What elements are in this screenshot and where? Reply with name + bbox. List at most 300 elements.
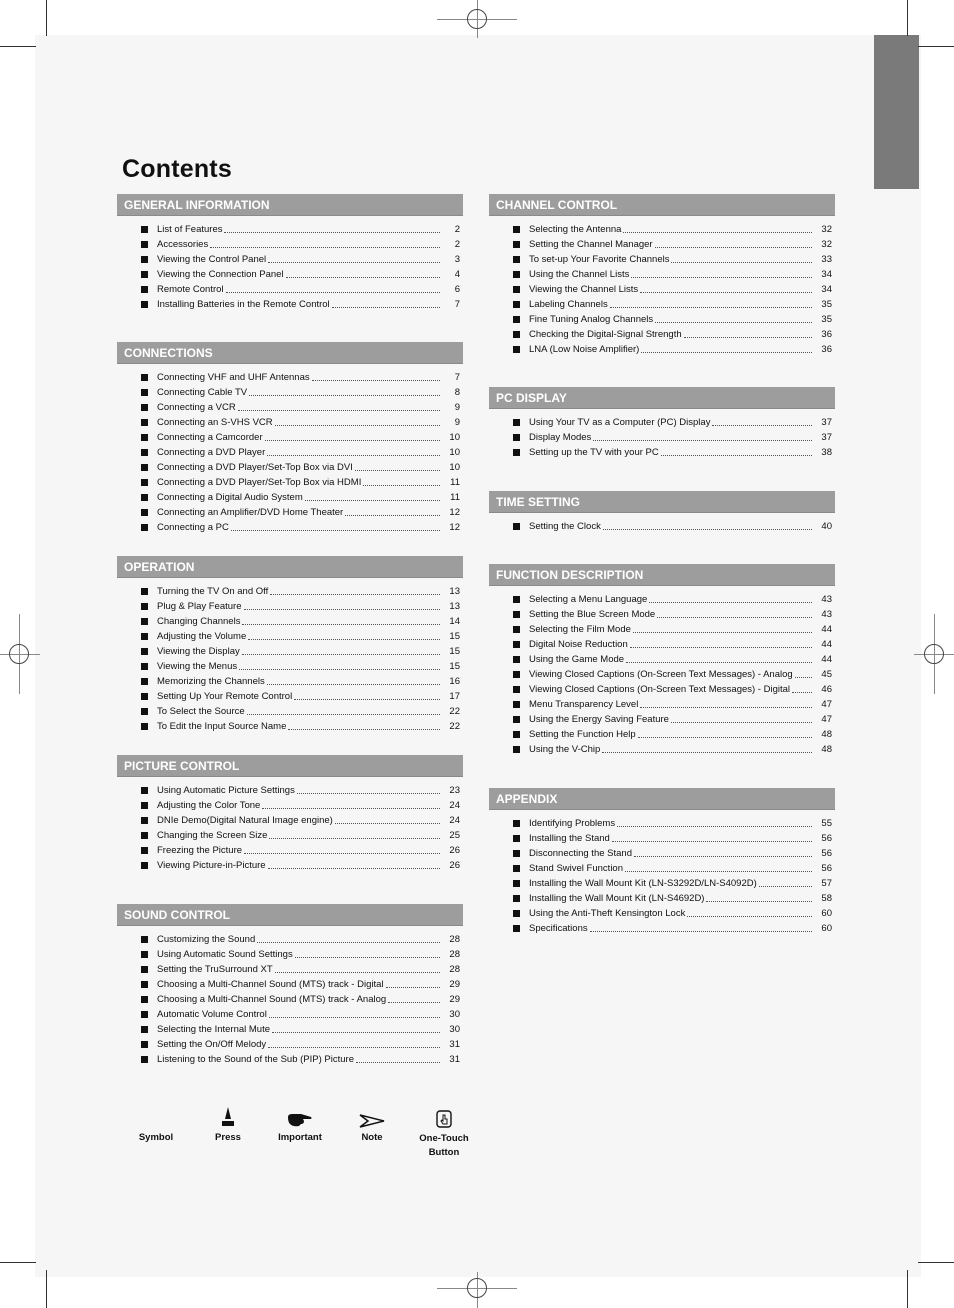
- dot-leader: [355, 470, 440, 471]
- toc-entry[interactable]: [117, 783, 463, 798]
- crop-mark: [907, 0, 908, 36]
- toc-entry-title: Setting the TruSurround XT: [157, 964, 273, 975]
- toc-entry-title: Freezing the Picture: [157, 845, 243, 856]
- toc-page-number: 11: [450, 492, 460, 503]
- section-sound-control: [117, 904, 463, 1067]
- toc-entry[interactable]: [489, 637, 835, 652]
- dot-leader: [657, 617, 812, 618]
- toc-entry[interactable]: [117, 282, 463, 297]
- dot-leader: [386, 987, 440, 988]
- toc-entry[interactable]: [117, 704, 463, 719]
- toc-page-number: 12: [449, 522, 460, 533]
- toc-entry[interactable]: [489, 445, 835, 460]
- toc-entry[interactable]: [489, 342, 835, 357]
- toc-entry-title: To Edit the Input Source Name: [157, 721, 287, 732]
- toc-entry[interactable]: [117, 445, 463, 460]
- toc-entry-title: Connecting Cable TV: [157, 387, 248, 398]
- toc-entry[interactable]: [489, 282, 835, 297]
- square-bullet-icon: [141, 449, 148, 456]
- toc-page-number: 60: [821, 908, 832, 919]
- toc-page-number: 31: [449, 1039, 460, 1050]
- dot-leader: [623, 232, 812, 233]
- toc-entry-title: Using the Channel Lists: [529, 269, 630, 280]
- toc-entry[interactable]: [117, 505, 463, 520]
- square-bullet-icon: [513, 226, 520, 233]
- toc-entry[interactable]: [117, 297, 463, 312]
- square-bullet-icon: [513, 271, 520, 278]
- dot-leader: [238, 410, 440, 411]
- toc-entry[interactable]: [117, 584, 463, 599]
- toc-entry-title: Viewing the Control Panel: [157, 254, 267, 265]
- toc-entry-title: Setting the Blue Screen Mode: [529, 609, 656, 620]
- toc-entry-title: Setting Up Your Remote Control: [157, 691, 293, 702]
- toc-entry[interactable]: [117, 992, 463, 1007]
- toc-entry-title: Connecting a DVD Player/Set-Top Box via HDMI: [157, 477, 362, 488]
- toc-entry[interactable]: [117, 520, 463, 535]
- toc-page-number: 30: [449, 1009, 460, 1020]
- dot-leader: [332, 307, 440, 308]
- toc-entry-title: Using Automatic Sound Settings: [157, 949, 293, 960]
- toc-entry-title: Selecting the Internal Mute: [157, 1024, 271, 1035]
- toc-page-number: 15: [449, 646, 460, 657]
- toc-entry[interactable]: [489, 891, 835, 906]
- square-bullet-icon: [513, 523, 520, 530]
- toc-entry[interactable]: [489, 682, 835, 697]
- toc-entry[interactable]: [489, 742, 835, 757]
- square-bullet-icon: [141, 509, 148, 516]
- toc-entry-title: To Select the Source: [157, 706, 245, 717]
- dot-leader: [286, 277, 440, 278]
- pointing-hand-icon: [264, 1104, 336, 1128]
- symbol-legend-item: [120, 1104, 192, 1160]
- toc-page-number: 57: [821, 878, 832, 889]
- dot-leader: [759, 886, 812, 887]
- square-bullet-icon: [141, 1011, 148, 1018]
- toc-entry[interactable]: [117, 932, 463, 947]
- toc-page-number: 43: [821, 609, 832, 620]
- toc-entry[interactable]: [117, 644, 463, 659]
- toc-entry-title: LNA (Low Noise Amplifier): [529, 344, 640, 355]
- dot-leader: [625, 871, 812, 872]
- toc-page-number: 47: [821, 714, 832, 725]
- square-bullet-icon: [141, 1056, 148, 1063]
- toc-entry-title: Accessories: [157, 239, 209, 250]
- toc-page-number: 3: [454, 254, 460, 265]
- symbol-legend-item: [336, 1104, 408, 1160]
- toc-page-number: 24: [449, 815, 460, 826]
- toc-entry[interactable]: [489, 237, 835, 252]
- dot-leader: [335, 823, 440, 824]
- toc-entry-title: Identifying Problems: [529, 818, 616, 829]
- dot-leader: [593, 440, 812, 441]
- toc-page-number: 8: [454, 387, 460, 398]
- toc-entry-title: Selecting the Antenna: [529, 224, 622, 235]
- section-time-setting: [489, 491, 835, 534]
- toc-page-number: 55: [821, 818, 832, 829]
- toc-entry[interactable]: [117, 222, 463, 237]
- dot-leader: [631, 277, 812, 278]
- toc-page-number: 26: [449, 860, 460, 871]
- toc-entry[interactable]: [489, 921, 835, 936]
- toc-entry[interactable]: [117, 719, 463, 734]
- toc-entry[interactable]: [489, 816, 835, 831]
- toc-page-number: 22: [449, 706, 460, 717]
- toc-page-number: 34: [821, 269, 832, 280]
- toc-page-number: 10: [449, 447, 460, 458]
- blank-icon: [120, 1104, 192, 1128]
- registration-mark: [467, 9, 487, 29]
- crop-mark: [46, 0, 47, 36]
- toc-page-number: 10: [449, 432, 460, 443]
- square-bullet-icon: [141, 847, 148, 854]
- square-bullet-icon: [141, 479, 148, 486]
- dot-leader: [244, 853, 440, 854]
- square-bullet-icon: [141, 787, 148, 794]
- toc-entry-title: Listening to the Sound of the Sub (PIP) Picture: [157, 1054, 354, 1065]
- section-header: APPENDIX: [489, 788, 835, 810]
- dot-leader: [655, 247, 812, 248]
- toc-entry-title: Connecting an Amplifier/DVD Home Theater: [157, 507, 344, 518]
- square-bullet-icon: [513, 701, 520, 708]
- toc-entry[interactable]: [117, 252, 463, 267]
- dot-leader: [231, 530, 440, 531]
- toc-entry[interactable]: [489, 519, 835, 534]
- square-bullet-icon: [513, 449, 520, 456]
- section-header: GENERAL INFORMATION: [117, 194, 463, 216]
- toc-page-number: 47: [821, 699, 832, 710]
- toc-entry[interactable]: [489, 906, 835, 921]
- toc-page-number: 2: [454, 224, 460, 235]
- square-bullet-icon: [141, 633, 148, 640]
- dot-leader: [267, 684, 440, 685]
- square-bullet-icon: [141, 241, 148, 248]
- dot-leader: [249, 395, 440, 396]
- square-bullet-icon: [513, 731, 520, 738]
- toc-entry[interactable]: [117, 828, 463, 843]
- toc-entry[interactable]: [489, 876, 835, 891]
- symbol-label: Important: [278, 1132, 322, 1143]
- toc-entry-title: Connecting a VCR: [157, 402, 236, 413]
- toc-entry[interactable]: [117, 674, 463, 689]
- square-bullet-icon: [141, 981, 148, 988]
- registration-mark: [924, 644, 944, 664]
- toc-page-number: 26: [449, 845, 460, 856]
- dot-leader: [244, 609, 441, 610]
- dot-leader: [626, 662, 812, 663]
- square-bullet-icon: [513, 434, 520, 441]
- square-bullet-icon: [141, 524, 148, 531]
- toc-page-number: 29: [449, 979, 460, 990]
- toc-entry-title: Using the Game Mode: [529, 654, 625, 665]
- toc-entry[interactable]: [489, 667, 835, 682]
- dot-leader: [270, 594, 440, 595]
- dot-leader: [297, 793, 440, 794]
- square-bullet-icon: [141, 618, 148, 625]
- square-bullet-icon: [141, 678, 148, 685]
- toc-entry[interactable]: [489, 312, 835, 327]
- toc-entry-title: Display Modes: [529, 432, 592, 443]
- dot-leader: [590, 931, 812, 932]
- edge-tab: [874, 35, 919, 189]
- toc-entry[interactable]: [117, 977, 463, 992]
- dot-leader: [641, 352, 812, 353]
- toc-entry[interactable]: [117, 400, 463, 415]
- dot-leader: [630, 647, 812, 648]
- dot-leader: [633, 632, 812, 633]
- square-bullet-icon: [513, 611, 520, 618]
- square-bullet-icon: [141, 226, 148, 233]
- toc-entry[interactable]: [117, 659, 463, 674]
- toc-entry[interactable]: [489, 327, 835, 342]
- dot-leader: [265, 440, 440, 441]
- dot-leader: [226, 292, 440, 293]
- page-title: Contents: [122, 155, 232, 183]
- toc-page-number: 25: [449, 830, 460, 841]
- toc-page-number: 40: [821, 521, 832, 532]
- toc-entry-title: DNIe Demo(Digital Natural Image engine): [157, 815, 333, 826]
- toc-page-number: 7: [454, 372, 460, 383]
- toc-entry-title: Choosing a Multi-Channel Sound (MTS) track - Analog: [157, 994, 387, 1005]
- section-header: OPERATION: [117, 556, 463, 578]
- crop-mark: [907, 1270, 908, 1308]
- square-bullet-icon: [141, 301, 148, 308]
- toc-entry[interactable]: [489, 222, 835, 237]
- toc-entry[interactable]: [489, 697, 835, 712]
- square-bullet-icon: [513, 641, 520, 648]
- square-bullet-icon: [513, 910, 520, 917]
- section-header: PICTURE CONTROL: [117, 755, 463, 777]
- square-bullet-icon: [513, 286, 520, 293]
- section-header: TIME SETTING: [489, 491, 835, 513]
- square-bullet-icon: [141, 494, 148, 501]
- dot-leader: [295, 957, 440, 958]
- dot-leader: [661, 455, 812, 456]
- section-header: FUNCTION DESCRIPTION: [489, 564, 835, 586]
- dot-leader: [684, 337, 812, 338]
- toc-page-number: 31: [449, 1054, 460, 1065]
- toc-page-number: 15: [449, 661, 460, 672]
- toc-entry-title: Selecting the Film Mode: [529, 624, 631, 635]
- toc-page-number: 15: [449, 631, 460, 642]
- dot-leader: [272, 1032, 440, 1033]
- toc-entry-title: Fine Tuning Analog Channels: [529, 314, 654, 325]
- square-bullet-icon: [141, 271, 148, 278]
- toc-entry[interactable]: [117, 962, 463, 977]
- dot-leader: [345, 515, 440, 516]
- square-bullet-icon: [141, 996, 148, 1003]
- dot-leader: [288, 729, 440, 730]
- toc-entry[interactable]: [117, 798, 463, 813]
- square-bullet-icon: [513, 241, 520, 248]
- toc-entry-title: Automatic Volume Control: [157, 1009, 267, 1020]
- toc-page-number: 56: [821, 833, 832, 844]
- toc-entry[interactable]: [489, 861, 835, 876]
- dot-leader: [603, 529, 812, 530]
- press-icon: [192, 1104, 264, 1128]
- section-operation: [117, 556, 463, 734]
- toc-page-number: 35: [821, 299, 832, 310]
- toc-page-number: 32: [821, 224, 832, 235]
- toc-entry-title: Customizing the Sound: [157, 934, 256, 945]
- toc-entry[interactable]: [117, 267, 463, 282]
- dot-leader: [262, 808, 440, 809]
- toc-entry-title: Using Automatic Picture Settings: [157, 785, 295, 796]
- toc-entry-title: Connecting a DVD Player/Set-Top Box via DVI: [157, 462, 353, 473]
- section-channel-control: [489, 194, 835, 357]
- toc-entry[interactable]: [117, 1037, 463, 1052]
- toc-entry-title: Connecting a PC: [157, 522, 229, 533]
- toc-entry[interactable]: [489, 252, 835, 267]
- toc-page-number: 24: [449, 800, 460, 811]
- dot-leader: [649, 602, 812, 603]
- square-bullet-icon: [141, 951, 148, 958]
- toc-page-number: 10: [449, 462, 460, 473]
- square-bullet-icon: [513, 316, 520, 323]
- toc-entry[interactable]: [489, 267, 835, 282]
- square-bullet-icon: [141, 419, 148, 426]
- crop-mark: [46, 1270, 47, 1308]
- toc-entry[interactable]: [489, 846, 835, 861]
- dot-leader: [267, 455, 440, 456]
- toc-entry-title: Viewing Closed Captions (On-Screen Text Messages) - Digital: [529, 684, 791, 695]
- toc-entry[interactable]: [117, 475, 463, 490]
- dot-leader: [224, 232, 440, 233]
- toc-entry[interactable]: [117, 430, 463, 445]
- toc-entry[interactable]: [117, 689, 463, 704]
- toc-entry-title: Checking the Digital-Signal Strength: [529, 329, 682, 340]
- symbol-legend-item: [408, 1104, 480, 1160]
- toc-entry[interactable]: [489, 652, 835, 667]
- toc-entry[interactable]: [117, 629, 463, 644]
- toc-entry-title: Plug & Play Feature: [157, 601, 242, 612]
- dot-leader: [275, 972, 440, 973]
- toc-entry[interactable]: [117, 415, 463, 430]
- toc-page-number: 44: [821, 624, 832, 635]
- dot-leader: [634, 856, 812, 857]
- dot-leader: [602, 752, 812, 753]
- toc-entry-title: To set-up Your Favorite Channels: [529, 254, 670, 265]
- toc-entry-title: Installing the Wall Mount Kit (LN-S4692D): [529, 893, 705, 904]
- toc-entry-title: Using the Anti-Theft Kensington Lock: [529, 908, 686, 919]
- square-bullet-icon: [141, 663, 148, 670]
- square-bullet-icon: [513, 865, 520, 872]
- section-appendix: [489, 788, 835, 936]
- toc-entry[interactable]: [117, 813, 463, 828]
- toc-page-number: 56: [821, 848, 832, 859]
- square-bullet-icon: [141, 404, 148, 411]
- square-bullet-icon: [141, 603, 148, 610]
- toc-page-number: 32: [821, 239, 832, 250]
- toc-entry[interactable]: [117, 843, 463, 858]
- toc-page-number: 56: [821, 863, 832, 874]
- toc-list: [489, 592, 835, 757]
- toc-entry[interactable]: [489, 592, 835, 607]
- toc-page-number: 29: [449, 994, 460, 1005]
- toc-entry[interactable]: [117, 237, 463, 252]
- toc-list: [117, 932, 463, 1067]
- toc-entry-title: Using the Energy Saving Feature: [529, 714, 669, 725]
- crop-mark: [918, 1262, 954, 1263]
- section-connections: [117, 342, 463, 535]
- toc-page-number: 60: [821, 923, 832, 934]
- toc-page-number: 35: [821, 314, 832, 325]
- square-bullet-icon: [141, 817, 148, 824]
- toc-entry[interactable]: [117, 1022, 463, 1037]
- toc-entry-title: Memorizing the Channels: [157, 676, 265, 687]
- square-bullet-icon: [513, 746, 520, 753]
- square-bullet-icon: [141, 648, 148, 655]
- toc-entry-title: Viewing the Connection Panel: [157, 269, 284, 280]
- toc-entry[interactable]: [489, 831, 835, 846]
- square-bullet-icon: [141, 389, 148, 396]
- toc-page-number: 48: [821, 744, 832, 755]
- dot-leader: [363, 485, 440, 486]
- square-bullet-icon: [141, 256, 148, 263]
- toc-entry[interactable]: [117, 1052, 463, 1067]
- toc-entry[interactable]: [117, 599, 463, 614]
- toc-entry[interactable]: [117, 1007, 463, 1022]
- square-bullet-icon: [141, 693, 148, 700]
- square-bullet-icon: [141, 1041, 148, 1048]
- toc-entry[interactable]: [489, 622, 835, 637]
- toc-entry[interactable]: [489, 712, 835, 727]
- toc-entry[interactable]: [489, 415, 835, 430]
- toc-page-number: 9: [454, 417, 460, 428]
- toc-entry-title: Setting the On/Off Melody: [157, 1039, 267, 1050]
- toc-entry-title: Labeling Channels: [529, 299, 608, 310]
- section-header: CONNECTIONS: [117, 342, 463, 364]
- square-bullet-icon: [513, 925, 520, 932]
- toc-entry[interactable]: [117, 858, 463, 873]
- square-bullet-icon: [141, 434, 148, 441]
- toc-entry[interactable]: [117, 947, 463, 962]
- toc-entry[interactable]: [117, 614, 463, 629]
- square-bullet-icon: [513, 835, 520, 842]
- toc-entry[interactable]: [117, 385, 463, 400]
- toc-list: [489, 415, 835, 460]
- toc-page-number: 11: [450, 477, 460, 488]
- square-bullet-icon: [513, 301, 520, 308]
- square-bullet-icon: [513, 596, 520, 603]
- toc-entry[interactable]: [117, 460, 463, 475]
- toc-page-number: 4: [454, 269, 460, 280]
- symbol-label: Symbol: [138, 1132, 174, 1143]
- toc-entry-title: Setting the Clock: [529, 521, 601, 532]
- toc-page-number: 28: [449, 934, 460, 945]
- toc-list: [117, 584, 463, 734]
- toc-page-number: 22: [449, 721, 460, 732]
- toc-entry-title: Adjusting the Volume: [157, 631, 247, 642]
- toc-entry-title: Installing the Stand: [529, 833, 610, 844]
- toc-entry-title: Adjusting the Color Tone: [157, 800, 261, 811]
- toc-page-number: 44: [821, 654, 832, 665]
- toc-entry[interactable]: [489, 607, 835, 622]
- toc-entry-title: Viewing Closed Captions (On-Screen Text Messages) - Analog: [529, 669, 793, 680]
- toc-entry[interactable]: [489, 297, 835, 312]
- dot-leader: [617, 826, 812, 827]
- toc-page-number: 9: [454, 402, 460, 413]
- square-bullet-icon: [513, 850, 520, 857]
- toc-entry[interactable]: [117, 370, 463, 385]
- toc-entry-title: Connecting VHF and UHF Antennas: [157, 372, 310, 383]
- toc-entry[interactable]: [489, 727, 835, 742]
- square-bullet-icon: [513, 256, 520, 263]
- toc-page-number: 45: [821, 669, 832, 680]
- dot-leader: [356, 1062, 440, 1063]
- square-bullet-icon: [513, 419, 520, 426]
- toc-entry[interactable]: [117, 490, 463, 505]
- toc-entry[interactable]: [489, 430, 835, 445]
